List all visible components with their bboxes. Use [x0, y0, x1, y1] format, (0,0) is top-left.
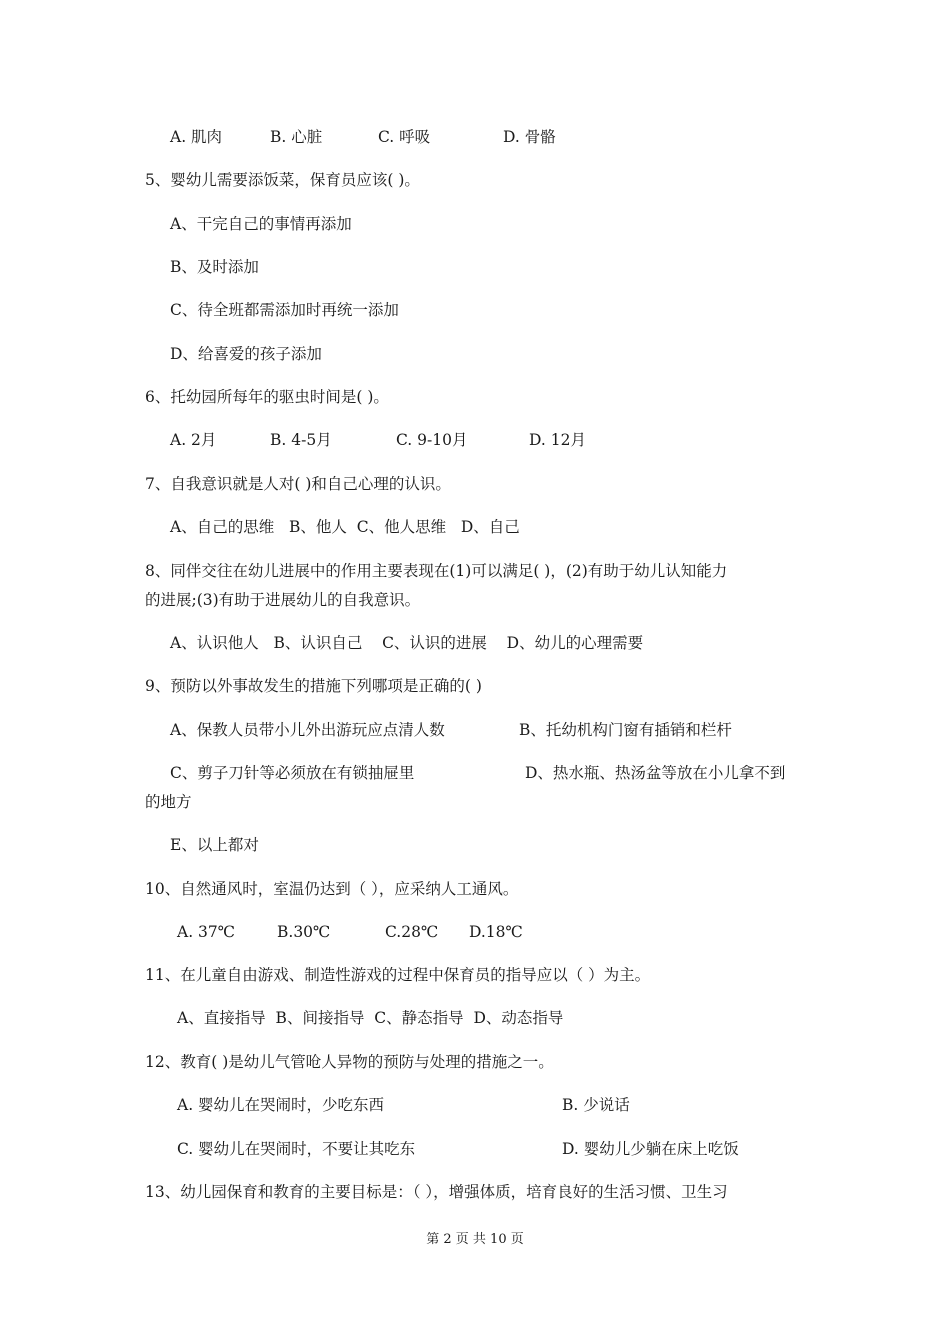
q4-option-c: C. 呼吸	[378, 128, 431, 146]
q8-stem-line2: 的进展;(3)有助于进展幼儿的自我意识。	[145, 591, 421, 609]
q13-stem: 13、幼儿园保育和教育的主要目标是：（ ），增强体质，培育良好的生活习惯、卫生习	[145, 1183, 728, 1201]
q10-option-c: C.28℃	[385, 923, 439, 941]
page-footer: 第 2 页 共 10 页	[426, 1232, 524, 1247]
q12-option-d: D. 婴幼儿少躺在床上吃饭	[562, 1140, 739, 1158]
q9-option-c: C、剪子刀针等必须放在有锁抽屉里	[170, 764, 415, 782]
q6-option-a: A. 2月	[170, 431, 217, 449]
q10-stem: 10、自然通风时，室温仍达到（ ），应采纳人工通风。	[145, 880, 519, 898]
q9-option-d-line2: 的地方	[145, 793, 192, 811]
q12-option-a: A. 婴幼儿在哭闹时，少吃东西	[177, 1096, 385, 1114]
q5-option-d: D、给喜爱的孩子添加	[170, 345, 322, 363]
q12-option-c: C. 婴幼儿在哭闹时，不要让其吃东	[177, 1140, 416, 1158]
q11-options: A、直接指导 B、间接指导 C、静态指导 D、动态指导	[177, 1009, 564, 1027]
q10-option-a: A. 37℃	[177, 923, 236, 941]
q4-option-d: D. 骨骼	[503, 128, 556, 146]
q8-stem-line1: 8、同伴交往在幼儿进展中的作用主要表现在(1)可以满足( )，(2)有助于幼儿认知能力	[145, 562, 728, 580]
q7-stem: 7、自我意识就是人对( )和自己心理的认识。	[145, 475, 451, 493]
q8-options: A、认识他人 B、认识自己 C、认识的进展 D、幼儿的心理需要	[170, 634, 644, 652]
q9-option-d-line1: D、热水瓶、热汤盆等放在小儿拿不到	[525, 764, 786, 782]
q6-option-d: D. 12月	[529, 431, 586, 449]
q4-option-a: A. 肌肉	[170, 128, 223, 146]
q5-option-b: B、及时添加	[170, 258, 259, 276]
q10-option-d: D.18℃	[469, 923, 523, 941]
q9-option-e: E、以上都对	[170, 836, 259, 854]
q9-option-a: A、保教人员带小儿外出游玩应点清人数	[170, 721, 445, 739]
q9-option-b: B、托幼机构门窗有插销和栏杆	[519, 721, 732, 739]
q4-option-b: B. 心脏	[270, 128, 323, 146]
q5-option-a: A、干完自己的事情再添加	[170, 215, 352, 233]
q6-option-b: B. 4-5月	[270, 431, 332, 449]
q5-option-c: C、待全班都需添加时再统一添加	[170, 301, 399, 319]
q12-stem: 12、教育( )是幼儿气管呛人异物的预防与处理的措施之一。	[145, 1053, 554, 1071]
q12-option-b: B. 少说话	[562, 1096, 630, 1114]
q11-stem: 11、在儿童自由游戏、制造性游戏的过程中保育员的指导应以（ ）为主。	[145, 966, 651, 984]
q6-stem: 6、托幼园所每年的驱虫时间是( )。	[145, 388, 389, 406]
q6-option-c: C. 9-10月	[396, 431, 468, 449]
q7-options: A、自己的思维 B、他人 C、他人思维 D、自己	[170, 518, 520, 536]
q5-stem: 5、婴幼儿需要添饭菜，保育员应该( )。	[145, 171, 420, 189]
q9-stem: 9、预防以外事故发生的措施下列哪项是正确的( )	[145, 677, 482, 695]
q10-option-b: B.30℃	[277, 923, 331, 941]
